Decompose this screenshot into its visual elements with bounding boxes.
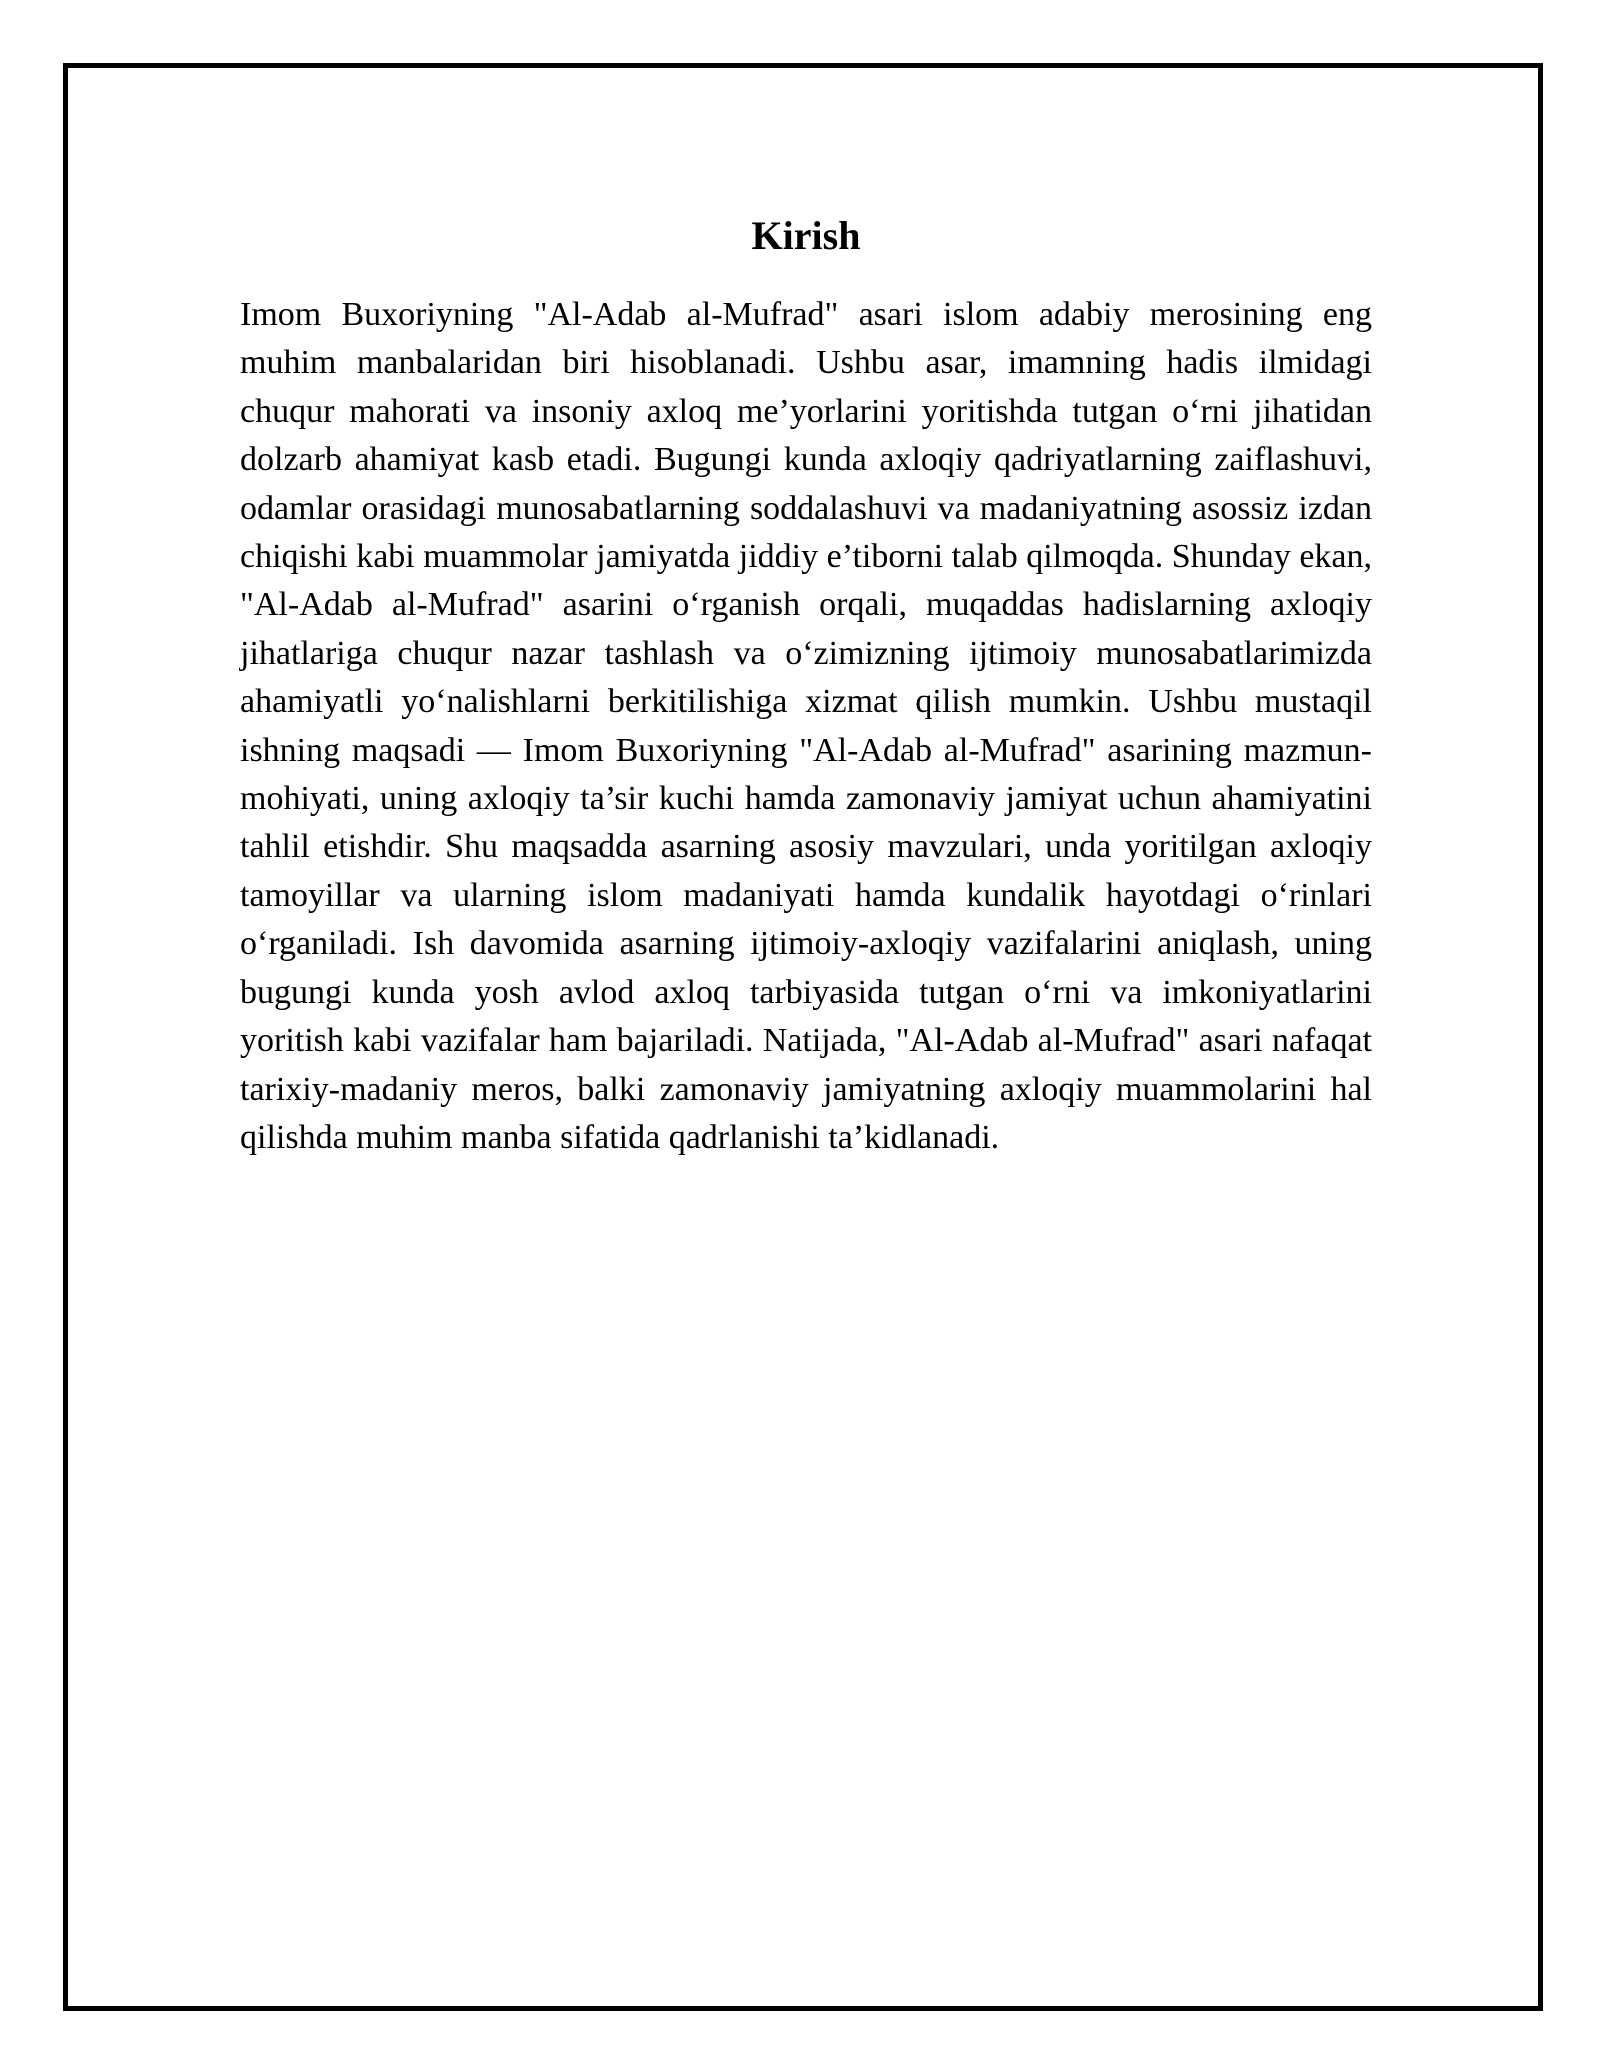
- page-frame: [63, 63, 1543, 2011]
- body-paragraph: Imom Buxoriyning "Al-Adab al-Mufrad" asari islom adabiy merosining eng muhim manbalaridan biri hisoblanadi. Ushbu asar, imamning hadis ilmidagi chuqur mahorati va insoniy axloq me’yorlarini yoritishda tutgan o‘rni jihatidan dolzarb ahamiyat kasb etadi. Bugungi kunda axloqiy qadriyatlarning zaiflashuvi, odamlar orasidagi munosabatlarning soddalashuvi va madaniyatning asossiz izdan chiqishi kabi muammolar jamiyatda jiddiy e’tiborni talab qilmoqda. Shunday ekan, "Al-Adab al-Mufrad" asarini o‘rganish orqali, muqaddas hadislarning axloqiy jihatlariga chuqur nazar tashlash va o‘zimizning ijtimoiy munosabatlarimizda ahamiyatli yo‘nalishlarni berkitilishiga xizmat qilish mumkin. Ushbu mustaqil ishning maqsadi — Imom Buxoriyning "Al-Adab al-Mufrad" asarining mazmun-mohiyati, uning axloqiy ta’sir kuchi hamda zamonaviy jamiyat uchun ahamiyatini tahlil etishdir. Shu maqsadda asarning asosiy mavzulari, unda yoritilgan axloqiy tamoyillar va ularning islom madaniyati hamda kundalik hayotdagi o‘rinlari o‘rganiladi. Ish davomida asarning ijtimoiy-axloqiy vazifalarini aniqlash, uning bugungi kunda yosh avlod axloq tarbiyasida tutgan o‘rni va imkoniyatlarini yoritish kabi vazifalar ham bajariladi. Natijada, "Al-Adab al-Mufrad" asari nafaqat tarixiy-madaniy meros, balki zamonaviy jamiyatning axloqiy muammolarini hal qilishda muhim manba sifatida qadrlanishi ta’kidlanadi.: [240, 296, 1372, 1156]
- page-content: [240, 206, 1372, 1162]
- page-title: Kirish: [751, 213, 861, 258]
